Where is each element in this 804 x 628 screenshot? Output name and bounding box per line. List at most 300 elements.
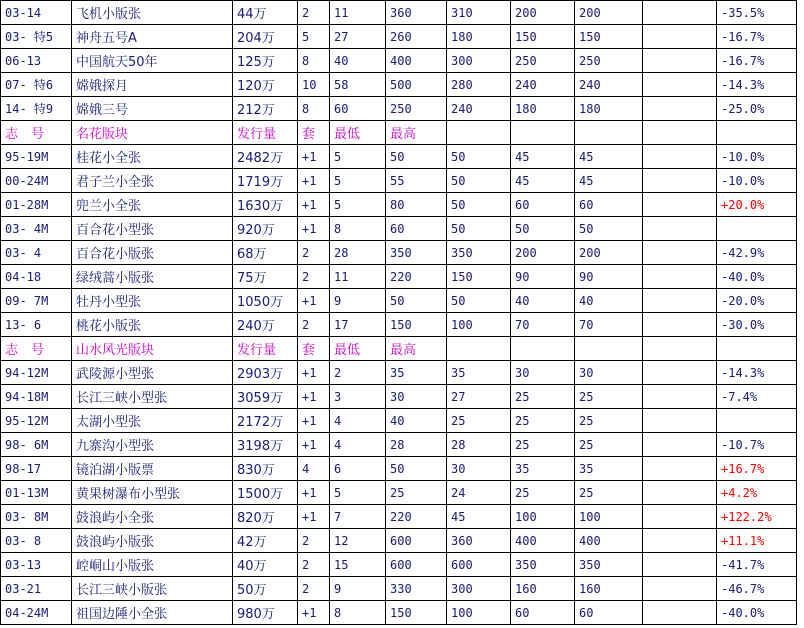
cell-high[interactable]: 最高	[386, 337, 447, 361]
cell-price-2[interactable]: 350	[511, 553, 575, 577]
cell-set[interactable]: 套	[298, 121, 330, 145]
cell-set[interactable]: +1	[298, 217, 330, 241]
cell-set[interactable]: 2	[298, 529, 330, 553]
cell-change[interactable]: -41.7%	[717, 553, 797, 577]
cell-low[interactable]: 11	[330, 1, 386, 25]
cell-low[interactable]: 4	[330, 409, 386, 433]
cell-name[interactable]: 鼓浪屿小全张	[72, 505, 233, 529]
cell-change[interactable]: -20.0%	[717, 289, 797, 313]
cell-code[interactable]: 98- 6M	[1, 433, 72, 457]
cell-code[interactable]: 03- 8	[1, 529, 72, 553]
cell-low[interactable]: 5	[330, 193, 386, 217]
cell-high[interactable]: 220	[386, 265, 447, 289]
cell-issue[interactable]: 2482万	[233, 145, 298, 169]
cell-price-1[interactable]	[447, 121, 511, 145]
cell-name[interactable]: 君子兰小全张	[72, 169, 233, 193]
cell-price-2[interactable]: 200	[511, 1, 575, 25]
cell-name[interactable]: 兜兰小全张	[72, 193, 233, 217]
cell-empty[interactable]	[643, 1, 717, 25]
cell-high[interactable]: 150	[386, 601, 447, 625]
cell-name[interactable]: 百合花小版张	[72, 241, 233, 265]
cell-name[interactable]: 嫦娥探月	[72, 73, 233, 97]
cell-change[interactable]: -14.3%	[717, 73, 797, 97]
cell-change[interactable]: -40.0%	[717, 601, 797, 625]
cell-low[interactable]: 28	[330, 241, 386, 265]
cell-price-2[interactable]: 150	[511, 25, 575, 49]
cell-code[interactable]: 09- 7M	[1, 289, 72, 313]
cell-price-3[interactable]: 45	[575, 145, 643, 169]
cell-issue[interactable]: 40万	[233, 553, 298, 577]
cell-price-3[interactable]: 100	[575, 505, 643, 529]
cell-change[interactable]	[717, 121, 797, 145]
cell-change[interactable]: -16.7%	[717, 49, 797, 73]
cell-price-2[interactable]: 60	[511, 601, 575, 625]
cell-high[interactable]: 600	[386, 553, 447, 577]
cell-code[interactable]: 03- 4	[1, 241, 72, 265]
cell-change[interactable]: -10.0%	[717, 145, 797, 169]
table-row	[1, 241, 797, 265]
cell-low[interactable]: 6	[330, 457, 386, 481]
cell-empty[interactable]	[643, 49, 717, 73]
cell-price-2[interactable]: 45	[511, 145, 575, 169]
cell-price-1[interactable]: 310	[447, 1, 511, 25]
cell-high[interactable]: 400	[386, 49, 447, 73]
cell-price-3[interactable]: 45	[575, 169, 643, 193]
cell-name[interactable]: 神舟五号A	[72, 25, 233, 49]
cell-price-2[interactable]: 25	[511, 481, 575, 505]
cell-change[interactable]: -16.7%	[717, 25, 797, 49]
cell-issue[interactable]: 1500万	[233, 481, 298, 505]
cell-set[interactable]: 8	[298, 49, 330, 73]
cell-empty[interactable]	[643, 409, 717, 433]
cell-code[interactable]: 95-12M	[1, 409, 72, 433]
section-header-row	[1, 337, 797, 361]
cell-issue[interactable]: 3059万	[233, 385, 298, 409]
cell-set[interactable]: 2	[298, 241, 330, 265]
cell-change[interactable]: -7.4%	[717, 385, 797, 409]
cell-price-3[interactable]: 25	[575, 385, 643, 409]
cell-high[interactable]: 50	[386, 289, 447, 313]
cell-price-2[interactable]: 60	[511, 193, 575, 217]
table-row	[1, 289, 797, 313]
cell-set[interactable]: 4	[298, 457, 330, 481]
cell-price-1[interactable]: 100	[447, 601, 511, 625]
cell-empty[interactable]	[643, 361, 717, 385]
cell-high[interactable]: 330	[386, 577, 447, 601]
cell-price-1[interactable]: 50	[447, 217, 511, 241]
cell-low[interactable]: 5	[330, 145, 386, 169]
cell-name[interactable]: 鼓浪屿小版张	[72, 529, 233, 553]
cell-low[interactable]: 9	[330, 577, 386, 601]
cell-name[interactable]: 中国航天50年	[72, 49, 233, 73]
cell-price-2[interactable]: 45	[511, 169, 575, 193]
cell-price-3[interactable]: 180	[575, 97, 643, 121]
cell-low[interactable]: 8	[330, 217, 386, 241]
cell-low[interactable]: 15	[330, 553, 386, 577]
cell-price-1[interactable]: 180	[447, 25, 511, 49]
cell-high[interactable]: 50	[386, 457, 447, 481]
cell-name[interactable]: 黄果树瀑布小型张	[72, 481, 233, 505]
cell-set[interactable]: 8	[298, 97, 330, 121]
cell-price-3[interactable]: 40	[575, 289, 643, 313]
cell-name[interactable]: 嫦娥三号	[72, 97, 233, 121]
cell-low[interactable]: 最低	[330, 337, 386, 361]
cell-change[interactable]	[717, 337, 797, 361]
table-row	[1, 361, 797, 385]
cell-price-3[interactable]: 60	[575, 193, 643, 217]
cell-code[interactable]: 06-13	[1, 49, 72, 73]
cell-low[interactable]: 17	[330, 313, 386, 337]
cell-name[interactable]: 太湖小型张	[72, 409, 233, 433]
cell-price-2[interactable]: 35	[511, 457, 575, 481]
cell-code[interactable]: 03-21	[1, 577, 72, 601]
cell-issue[interactable]: 68万	[233, 241, 298, 265]
cell-high[interactable]: 28	[386, 433, 447, 457]
cell-code[interactable]: 13- 6	[1, 313, 72, 337]
cell-price-2[interactable]: 25	[511, 385, 575, 409]
cell-set[interactable]: +1	[298, 193, 330, 217]
cell-low[interactable]: 8	[330, 601, 386, 625]
cell-code[interactable]: 07- 特6	[1, 73, 72, 97]
cell-code[interactable]: 14- 特9	[1, 97, 72, 121]
cell-code[interactable]: 94-12M	[1, 361, 72, 385]
cell-set[interactable]: 2	[298, 265, 330, 289]
cell-change[interactable]: -10.0%	[717, 169, 797, 193]
cell-price-3[interactable]: 25	[575, 481, 643, 505]
cell-price-2[interactable]: 25	[511, 433, 575, 457]
cell-low[interactable]: 2	[330, 361, 386, 385]
cell-high[interactable]: 60	[386, 217, 447, 241]
cell-high[interactable]: 250	[386, 97, 447, 121]
cell-price-2[interactable]: 90	[511, 265, 575, 289]
cell-name[interactable]: 崆峒山小版张	[72, 553, 233, 577]
cell-price-1[interactable]: 28	[447, 433, 511, 457]
cell-code[interactable]: 95-19M	[1, 145, 72, 169]
cell-empty[interactable]	[643, 241, 717, 265]
cell-change[interactable]: +16.7%	[717, 457, 797, 481]
cell-set[interactable]: +1	[298, 385, 330, 409]
cell-issue[interactable]: 42万	[233, 529, 298, 553]
cell-price-1[interactable]: 360	[447, 529, 511, 553]
table-row	[1, 193, 797, 217]
cell-price-1[interactable]: 50	[447, 145, 511, 169]
cell-set[interactable]: +1	[298, 481, 330, 505]
cell-change[interactable]	[717, 409, 797, 433]
cell-price-3[interactable]: 30	[575, 361, 643, 385]
cell-low[interactable]: 9	[330, 289, 386, 313]
cell-empty[interactable]	[643, 73, 717, 97]
cell-change[interactable]: +4.2%	[717, 481, 797, 505]
cell-code[interactable]: 98-17	[1, 457, 72, 481]
cell-empty[interactable]	[643, 217, 717, 241]
cell-price-3[interactable]: 60	[575, 601, 643, 625]
cell-price-2[interactable]: 160	[511, 577, 575, 601]
cell-low[interactable]: 7	[330, 505, 386, 529]
cell-price-2[interactable]: 100	[511, 505, 575, 529]
cell-issue[interactable]: 50万	[233, 577, 298, 601]
cell-price-1[interactable]: 240	[447, 97, 511, 121]
cell-price-2[interactable]: 200	[511, 241, 575, 265]
cell-high[interactable]: 35	[386, 361, 447, 385]
cell-name[interactable]: 山水风光版块	[72, 337, 233, 361]
cell-issue[interactable]: 1719万	[233, 169, 298, 193]
cell-code[interactable]: 03- 8M	[1, 505, 72, 529]
cell-empty[interactable]	[643, 385, 717, 409]
cell-price-2[interactable]	[511, 337, 575, 361]
cell-empty[interactable]	[643, 193, 717, 217]
table-row	[1, 97, 797, 121]
cell-set[interactable]: +1	[298, 361, 330, 385]
cell-price-1[interactable]: 50	[447, 289, 511, 313]
table-row	[1, 529, 797, 553]
cell-price-3[interactable]: 50	[575, 217, 643, 241]
cell-name[interactable]: 牡丹小型张	[72, 289, 233, 313]
cell-empty[interactable]	[643, 289, 717, 313]
cell-change[interactable]: -30.0%	[717, 313, 797, 337]
cell-issue[interactable]: 发行量	[233, 121, 298, 145]
cell-price-1[interactable]	[447, 337, 511, 361]
cell-empty[interactable]	[643, 505, 717, 529]
cell-price-1[interactable]: 300	[447, 49, 511, 73]
table-row	[1, 169, 797, 193]
cell-issue[interactable]: 1050万	[233, 289, 298, 313]
cell-price-1[interactable]: 350	[447, 241, 511, 265]
cell-name[interactable]: 九寨沟小型张	[72, 433, 233, 457]
table-row	[1, 73, 797, 97]
cell-price-3[interactable]: 350	[575, 553, 643, 577]
table-row	[1, 265, 797, 289]
cell-empty[interactable]	[643, 601, 717, 625]
cell-set[interactable]: +1	[298, 601, 330, 625]
cell-price-1[interactable]: 25	[447, 409, 511, 433]
cell-price-1[interactable]: 280	[447, 73, 511, 97]
cell-price-2[interactable]: 25	[511, 409, 575, 433]
cell-price-2[interactable]: 180	[511, 97, 575, 121]
cell-issue[interactable]: 830万	[233, 457, 298, 481]
cell-issue[interactable]: 240万	[233, 313, 298, 337]
cell-set[interactable]: 2	[298, 313, 330, 337]
cell-issue[interactable]: 120万	[233, 73, 298, 97]
cell-price-3[interactable]: 200	[575, 1, 643, 25]
cell-issue[interactable]: 44万	[233, 1, 298, 25]
cell-low[interactable]: 11	[330, 265, 386, 289]
cell-name[interactable]: 武陵源小型张	[72, 361, 233, 385]
cell-price-2[interactable]: 240	[511, 73, 575, 97]
cell-low[interactable]: 4	[330, 433, 386, 457]
cell-issue[interactable]: 发行量	[233, 337, 298, 361]
cell-name[interactable]: 飞机小版张	[72, 1, 233, 25]
cell-price-1[interactable]: 100	[447, 313, 511, 337]
cell-empty[interactable]	[643, 169, 717, 193]
cell-empty[interactable]	[643, 121, 717, 145]
cell-issue[interactable]: 2172万	[233, 409, 298, 433]
cell-empty[interactable]	[643, 433, 717, 457]
cell-high[interactable]: 80	[386, 193, 447, 217]
cell-change[interactable]: +122.2%	[717, 505, 797, 529]
cell-price-3[interactable]: 70	[575, 313, 643, 337]
cell-name[interactable]: 桂花小全张	[72, 145, 233, 169]
cell-name[interactable]: 绿绒蒿小版张	[72, 265, 233, 289]
cell-high[interactable]: 最高	[386, 121, 447, 145]
cell-issue[interactable]: 2903万	[233, 361, 298, 385]
cell-empty[interactable]	[643, 529, 717, 553]
cell-price-3[interactable]: 150	[575, 25, 643, 49]
cell-price-1[interactable]: 50	[447, 193, 511, 217]
cell-price-2[interactable]: 250	[511, 49, 575, 73]
cell-price-1[interactable]: 45	[447, 505, 511, 529]
cell-set[interactable]: +1	[298, 433, 330, 457]
cell-price-3[interactable]: 160	[575, 577, 643, 601]
cell-empty[interactable]	[643, 25, 717, 49]
cell-low[interactable]: 40	[330, 49, 386, 73]
cell-high[interactable]: 55	[386, 169, 447, 193]
cell-high[interactable]: 40	[386, 409, 447, 433]
cell-code[interactable]: 94-18M	[1, 385, 72, 409]
cell-price-3[interactable]	[575, 121, 643, 145]
cell-price-1[interactable]: 35	[447, 361, 511, 385]
cell-issue[interactable]: 920万	[233, 217, 298, 241]
cell-price-1[interactable]: 300	[447, 577, 511, 601]
cell-name[interactable]: 百合花小型张	[72, 217, 233, 241]
cell-empty[interactable]	[643, 265, 717, 289]
cell-price-2[interactable]: 400	[511, 529, 575, 553]
cell-code[interactable]: 03- 4M	[1, 217, 72, 241]
cell-name[interactable]: 祖国边陲小全张	[72, 601, 233, 625]
cell-change[interactable]: -14.3%	[717, 361, 797, 385]
cell-set[interactable]: +1	[298, 505, 330, 529]
cell-price-3[interactable]: 400	[575, 529, 643, 553]
cell-set[interactable]: +1	[298, 169, 330, 193]
cell-name[interactable]: 长江三峡小型张	[72, 385, 233, 409]
cell-price-2[interactable]: 50	[511, 217, 575, 241]
cell-issue[interactable]: 212万	[233, 97, 298, 121]
cell-change[interactable]: -35.5%	[717, 1, 797, 25]
cell-change[interactable]: -42.9%	[717, 241, 797, 265]
cell-high[interactable]: 220	[386, 505, 447, 529]
cell-empty[interactable]	[643, 553, 717, 577]
cell-set[interactable]: 2	[298, 1, 330, 25]
table-row	[1, 409, 797, 433]
cell-code[interactable]: 志 号	[1, 121, 72, 145]
cell-high[interactable]: 30	[386, 385, 447, 409]
cell-code[interactable]: 04-24M	[1, 601, 72, 625]
cell-set[interactable]: +1	[298, 289, 330, 313]
cell-code[interactable]: 03- 特5	[1, 25, 72, 49]
cell-price-2[interactable]	[511, 121, 575, 145]
cell-price-2[interactable]: 70	[511, 313, 575, 337]
cell-empty[interactable]	[643, 97, 717, 121]
cell-name[interactable]: 桃花小版张	[72, 313, 233, 337]
cell-high[interactable]: 500	[386, 73, 447, 97]
cell-issue[interactable]: 1630万	[233, 193, 298, 217]
cell-low[interactable]: 5	[330, 169, 386, 193]
cell-empty[interactable]	[643, 145, 717, 169]
cell-issue[interactable]: 3198万	[233, 433, 298, 457]
cell-price-1[interactable]: 24	[447, 481, 511, 505]
cell-low[interactable]: 3	[330, 385, 386, 409]
cell-name[interactable]: 镜泊湖小版票	[72, 457, 233, 481]
cell-empty[interactable]	[643, 481, 717, 505]
cell-low[interactable]: 12	[330, 529, 386, 553]
cell-price-1[interactable]: 600	[447, 553, 511, 577]
cell-high[interactable]: 25	[386, 481, 447, 505]
cell-code[interactable]: 01-13M	[1, 481, 72, 505]
table-body	[1, 1, 797, 625]
cell-issue[interactable]: 125万	[233, 49, 298, 73]
cell-issue[interactable]: 75万	[233, 265, 298, 289]
cell-price-2[interactable]: 40	[511, 289, 575, 313]
cell-price-3[interactable]: 90	[575, 265, 643, 289]
cell-set[interactable]: +1	[298, 409, 330, 433]
cell-change[interactable]: +11.1%	[717, 529, 797, 553]
cell-set[interactable]: +1	[298, 145, 330, 169]
cell-code[interactable]: 04-18	[1, 265, 72, 289]
table-row	[1, 553, 797, 577]
cell-change[interactable]: +20.0%	[717, 193, 797, 217]
cell-price-3[interactable]: 250	[575, 49, 643, 73]
cell-set[interactable]: 套	[298, 337, 330, 361]
cell-empty[interactable]	[643, 337, 717, 361]
cell-low[interactable]: 27	[330, 25, 386, 49]
cell-change[interactable]	[717, 217, 797, 241]
cell-high[interactable]: 600	[386, 529, 447, 553]
cell-low[interactable]: 58	[330, 73, 386, 97]
cell-high[interactable]: 150	[386, 313, 447, 337]
cell-change[interactable]: -25.0%	[717, 97, 797, 121]
table-row	[1, 457, 797, 481]
cell-empty[interactable]	[643, 577, 717, 601]
cell-code[interactable]: 03-14	[1, 1, 72, 25]
cell-price-3[interactable]: 25	[575, 433, 643, 457]
cell-code[interactable]: 01-28M	[1, 193, 72, 217]
cell-change[interactable]: -10.7%	[717, 433, 797, 457]
cell-price-3[interactable]	[575, 337, 643, 361]
cell-change[interactable]: -40.0%	[717, 265, 797, 289]
cell-issue[interactable]: 820万	[233, 505, 298, 529]
cell-code[interactable]: 志 号	[1, 337, 72, 361]
cell-set[interactable]: 5	[298, 25, 330, 49]
cell-low[interactable]: 最低	[330, 121, 386, 145]
cell-issue[interactable]: 980万	[233, 601, 298, 625]
cell-price-1[interactable]: 27	[447, 385, 511, 409]
cell-price-3[interactable]: 200	[575, 241, 643, 265]
cell-set[interactable]: 2	[298, 577, 330, 601]
cell-low[interactable]: 5	[330, 481, 386, 505]
cell-price-3[interactable]: 240	[575, 73, 643, 97]
cell-price-2[interactable]: 30	[511, 361, 575, 385]
cell-name[interactable]: 名花版块	[72, 121, 233, 145]
cell-code[interactable]: 00-24M	[1, 169, 72, 193]
cell-set[interactable]: 10	[298, 73, 330, 97]
cell-empty[interactable]	[643, 313, 717, 337]
cell-code[interactable]: 03-13	[1, 553, 72, 577]
cell-high[interactable]: 350	[386, 241, 447, 265]
cell-set[interactable]: 2	[298, 553, 330, 577]
cell-price-3[interactable]: 35	[575, 457, 643, 481]
cell-name[interactable]: 长江三峡小版张	[72, 577, 233, 601]
cell-price-1[interactable]: 30	[447, 457, 511, 481]
cell-change[interactable]: -46.7%	[717, 577, 797, 601]
cell-price-1[interactable]: 150	[447, 265, 511, 289]
cell-low[interactable]: 60	[330, 97, 386, 121]
cell-price-1[interactable]: 50	[447, 169, 511, 193]
cell-high[interactable]: 360	[386, 1, 447, 25]
cell-high[interactable]: 50	[386, 145, 447, 169]
cell-issue[interactable]: 204万	[233, 25, 298, 49]
cell-high[interactable]: 260	[386, 25, 447, 49]
cell-empty[interactable]	[643, 457, 717, 481]
cell-price-3[interactable]: 25	[575, 409, 643, 433]
